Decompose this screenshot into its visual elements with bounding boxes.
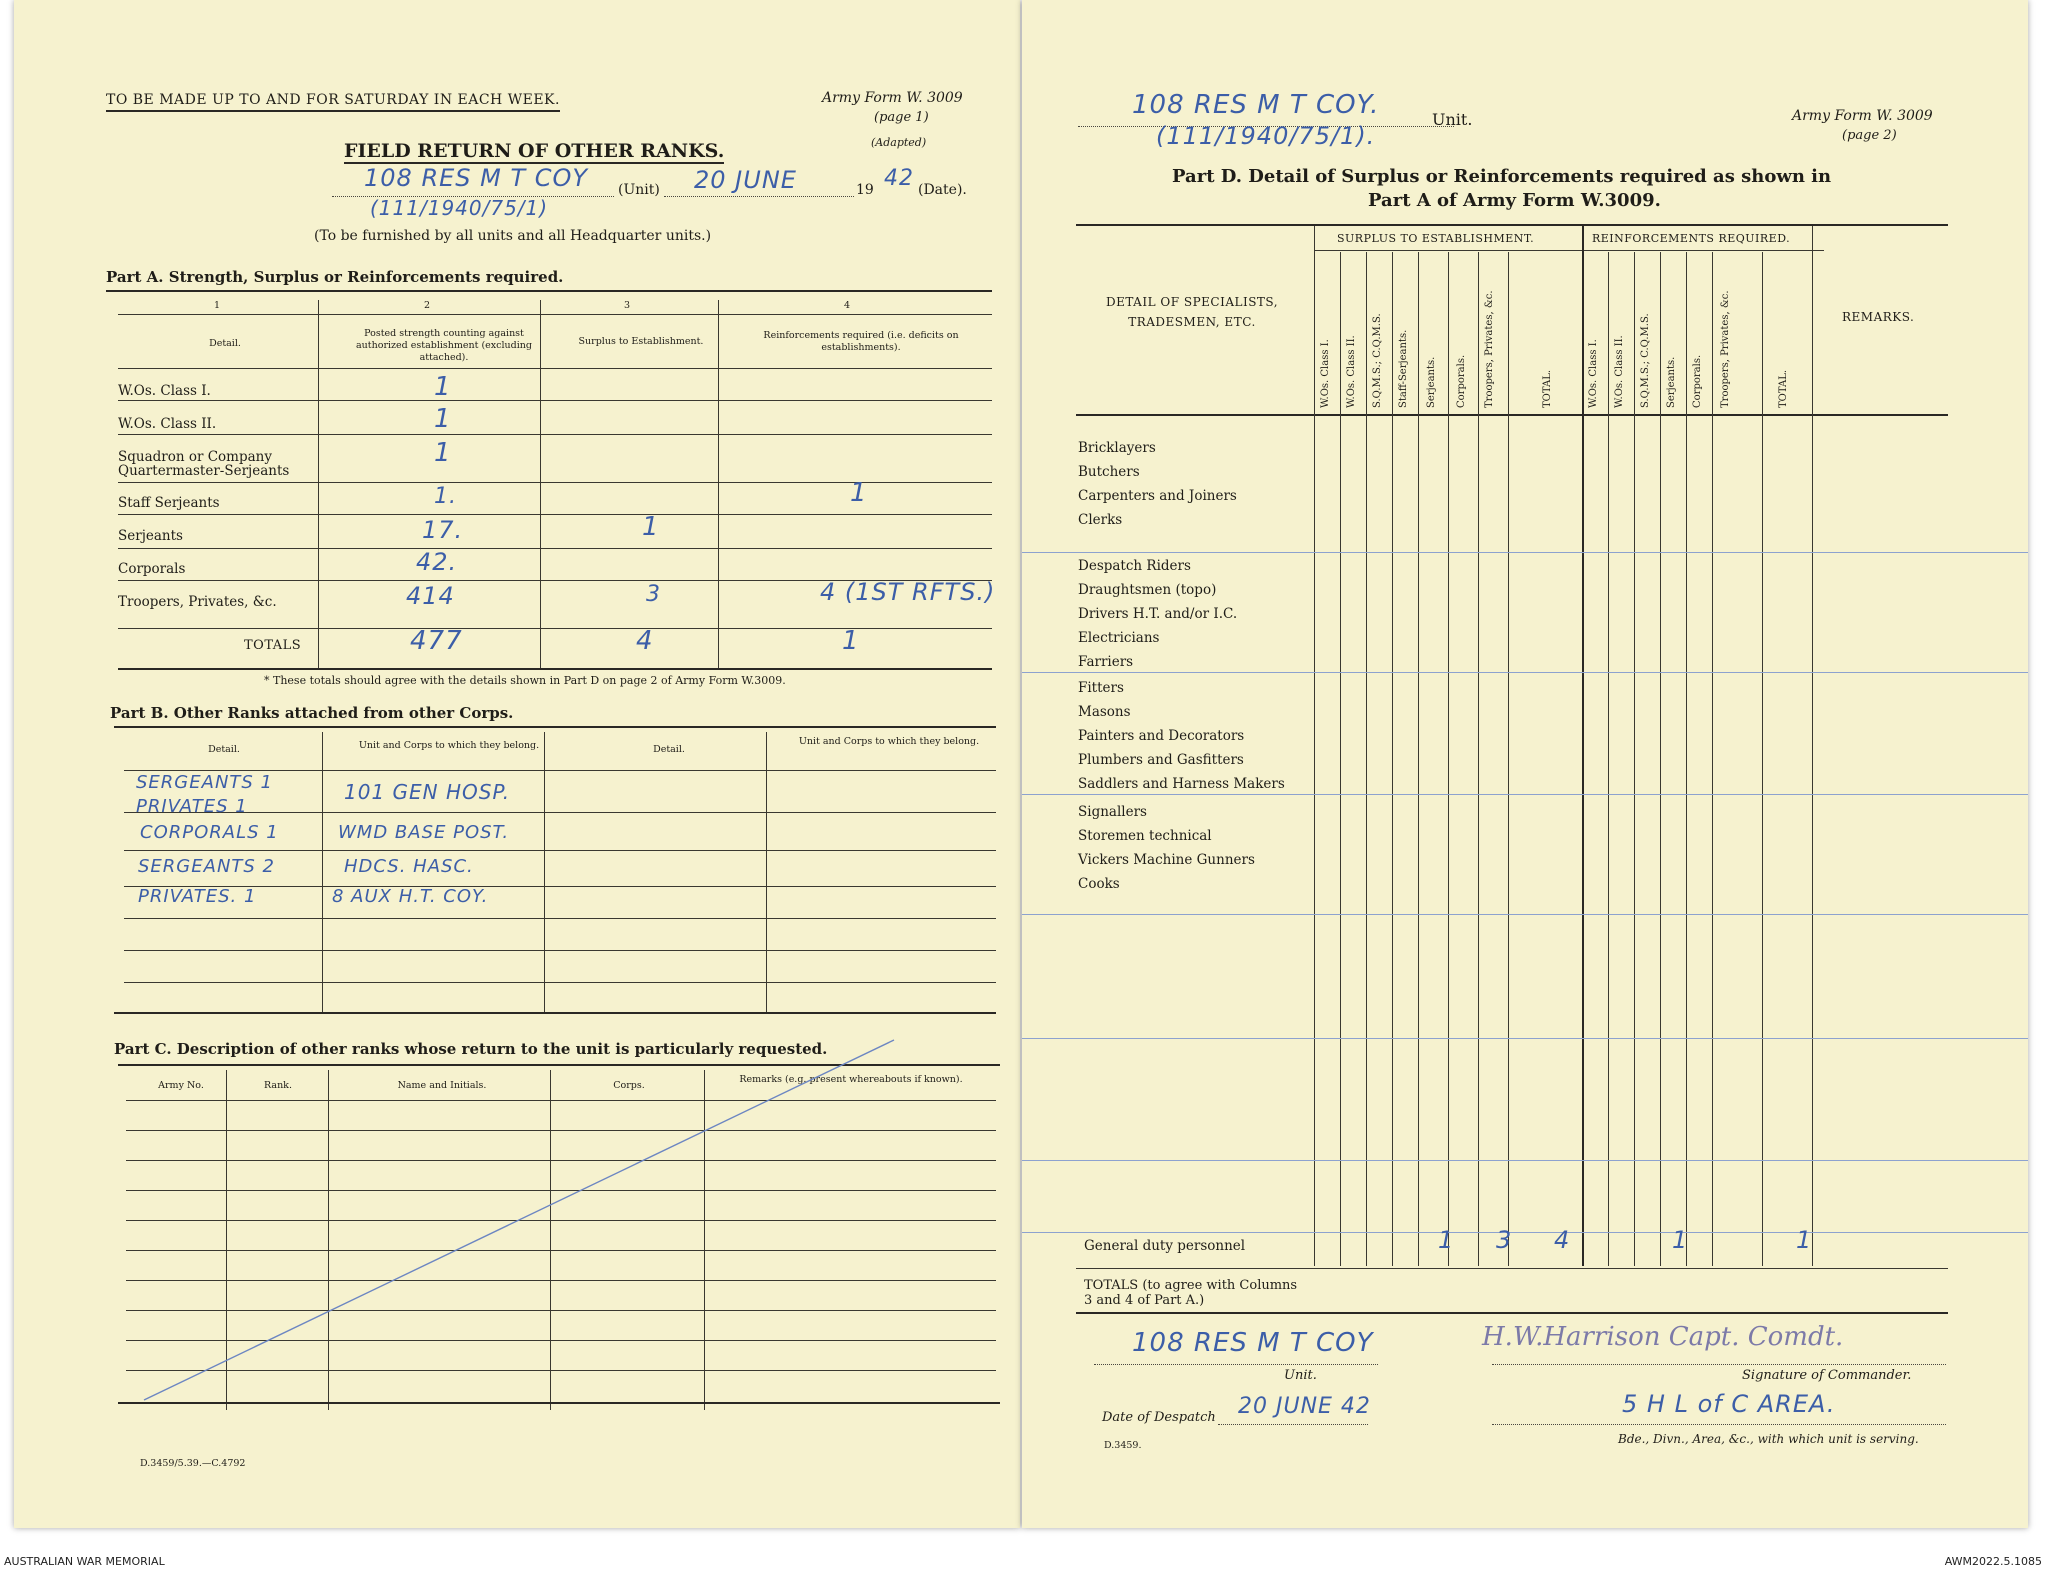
hw-attached-unit: WMD BASE POST. bbox=[338, 822, 510, 843]
part-b-row-rule bbox=[124, 812, 996, 813]
surplus-col-rule bbox=[1392, 252, 1393, 1266]
footer-handwritten-unit: 108 RES M T COY bbox=[1132, 1328, 1374, 1358]
trades-group bbox=[1078, 676, 1285, 796]
part-a-row-label: Corporals bbox=[118, 561, 186, 577]
part-b-col-divider bbox=[544, 732, 545, 1012]
part-d-divider bbox=[1812, 226, 1813, 1266]
part-a-row-rule bbox=[118, 628, 992, 629]
hw-attached-unit: HDCS. HASC. bbox=[344, 856, 474, 877]
hw-attached-detail: PRIVATES 1 bbox=[136, 796, 248, 817]
commander-signature: H.W.Harrison Capt. Comdt. bbox=[1482, 1322, 1844, 1352]
part-b-col-divider bbox=[322, 732, 323, 1012]
trade-label: Signallers bbox=[1078, 804, 1147, 820]
ruled-line bbox=[1022, 1160, 2028, 1161]
archive-caption: AUSTRALIAN WAR MEMORIAL bbox=[4, 1555, 165, 1568]
part-b-col-header: Unit and Corps to which they belong. bbox=[798, 736, 980, 747]
reinforcements-col-rule bbox=[1712, 252, 1713, 1266]
part-d-divider bbox=[1314, 226, 1315, 1266]
part-d-bottom-rule bbox=[1076, 1312, 1948, 1314]
part-c-col-header: Rank. bbox=[264, 1080, 292, 1091]
part-a-col-divider bbox=[318, 300, 319, 668]
form-reference: Army Form W. 3009 bbox=[822, 90, 963, 106]
reinforcements-col-header: S.Q.M.S.; C.Q.M.S. bbox=[1640, 313, 1651, 408]
part-a-row-label: Serjeants bbox=[118, 528, 183, 544]
reinforcements-col-header: Troopers, Privates, &c. bbox=[1720, 290, 1731, 408]
hw-total-reinf: 1 bbox=[842, 626, 860, 656]
page-number: (page 1) bbox=[874, 110, 929, 125]
surplus-header: SURPLUS TO ESTABLISHMENT. bbox=[1337, 232, 1535, 245]
surplus-col-header: Serjeants. bbox=[1426, 356, 1437, 408]
remarks-header: REMARKS. bbox=[1842, 310, 1915, 324]
handwritten-unit: 108 RES M T COY bbox=[364, 164, 589, 192]
furnish-note: (To be furnished by all units and all Headquarter units.) bbox=[314, 228, 712, 244]
trade-label: Cooks bbox=[1078, 876, 1120, 892]
hw-reinf: 1 bbox=[850, 478, 868, 508]
part-b-title: Part B. Other Ranks attached from other Corps. bbox=[110, 704, 514, 722]
ruled-line bbox=[1022, 1232, 2028, 1233]
part-c-title: Part C. Description of other ranks whose return to the unit is particularly requested. bbox=[114, 1040, 828, 1058]
part-a-row-rule bbox=[118, 400, 992, 401]
part-a-col-header: Detail. bbox=[209, 338, 241, 349]
trade-label: Vickers Machine Gunners bbox=[1078, 852, 1255, 868]
hw-posted: 1. bbox=[434, 484, 457, 509]
part-b-top-rule bbox=[114, 726, 996, 728]
form-page-2 bbox=[1022, 0, 2028, 1528]
date-label: (Date). bbox=[918, 182, 967, 198]
hw-reinf: 4 (1ST RFTS.) bbox=[820, 578, 996, 606]
totals-label: TOTALS (to agree with Columns 3 and 4 of Part A.) bbox=[1084, 1278, 1298, 1308]
surplus-col-rule bbox=[1418, 252, 1419, 1266]
surplus-col-header: W.Os. Class II. bbox=[1346, 335, 1357, 408]
surplus-col-header: S.Q.M.S.; C.Q.M.S. bbox=[1372, 313, 1383, 408]
part-c-col-header: Army No. bbox=[158, 1080, 204, 1091]
form-reference: Army Form W. 3009 bbox=[1792, 108, 1933, 124]
trade-label: Electricians bbox=[1078, 630, 1160, 646]
part-a-row-label: Staff Serjeants bbox=[118, 495, 220, 511]
hw-posted: 42. bbox=[416, 548, 458, 576]
hw-attached-detail: SERGEANTS 2 bbox=[138, 856, 275, 877]
despatch-line bbox=[1218, 1424, 1368, 1425]
part-d-title: Part D. Detail of Surplus or Reinforcements required as shown in bbox=[1172, 166, 1832, 187]
handwritten-date: 20 JUNE bbox=[694, 166, 797, 194]
surplus-col-header: TOTAL. bbox=[1542, 369, 1553, 408]
surplus-col-header: Troopers, Privates, &c. bbox=[1484, 290, 1495, 408]
surplus-col-rule bbox=[1366, 252, 1367, 1266]
part-b-col-divider bbox=[766, 732, 767, 1012]
surplus-col-rule bbox=[1478, 252, 1479, 1266]
part-a-row-label: W.Os. Class II. bbox=[118, 416, 217, 432]
page-number: (page 2) bbox=[1842, 128, 1897, 143]
surplus-col-header: Staff-Serjeants. bbox=[1398, 329, 1409, 408]
part-b-col-header: Unit and Corps to which they belong. bbox=[358, 740, 540, 751]
part-b-bottom-rule bbox=[114, 1012, 996, 1014]
reinforcements-col-rule bbox=[1686, 252, 1687, 1266]
part-a-top-rule bbox=[106, 290, 992, 292]
trade-label: Storemen technical bbox=[1078, 828, 1212, 844]
trade-label: Fitters bbox=[1078, 680, 1124, 696]
adapted-label: (Adapted) bbox=[871, 136, 927, 149]
hw-attached-unit: 8 AUX H.T. COY. bbox=[332, 886, 489, 907]
part-b-row-rule bbox=[124, 950, 996, 951]
part-a-col-number: 1 bbox=[214, 300, 221, 311]
part-d-divider bbox=[1582, 226, 1584, 1266]
hw-attached-detail: PRIVATES. 1 bbox=[138, 886, 257, 907]
part-c-col-header: Corps. bbox=[613, 1080, 645, 1091]
print-code: D.3459/5.39.—C.4792 bbox=[140, 1458, 246, 1469]
reinforcements-col-header: Corporals. bbox=[1692, 354, 1703, 408]
part-a-col-number: 3 bbox=[624, 300, 631, 311]
part-d-group-rule bbox=[1314, 250, 1824, 251]
footer-unit-line bbox=[1094, 1364, 1378, 1365]
part-c-col-header: Remarks (e.g. present whereabouts if known). bbox=[739, 1074, 963, 1085]
handwritten-unit-ref: (111/1940/75/1). bbox=[1156, 122, 1376, 150]
hw-surplus: 1 bbox=[642, 512, 660, 542]
trades-group bbox=[1078, 436, 1237, 532]
reinforcements-col-header: W.Os. Class I. bbox=[1588, 339, 1599, 408]
hw-attached-detail: SERGEANTS 1 bbox=[136, 772, 273, 793]
handwritten-formation: 5 H L of C AREA. bbox=[1622, 1390, 1836, 1418]
trade-label: Clerks bbox=[1078, 512, 1123, 528]
part-c-col-header: Name and Initials. bbox=[397, 1080, 487, 1091]
reinforcements-col-rule bbox=[1608, 252, 1609, 1266]
general-duty-label: General duty personnel bbox=[1084, 1238, 1246, 1254]
hw-attached-detail: CORPORALS 1 bbox=[140, 822, 279, 843]
trade-label: Masons bbox=[1078, 704, 1131, 720]
part-a-row-rule bbox=[118, 548, 992, 549]
part-a-col-divider bbox=[718, 300, 719, 668]
formation-line bbox=[1492, 1424, 1946, 1425]
trade-label: Saddlers and Harness Makers bbox=[1078, 776, 1285, 792]
hw-reinf-serjeants: 1 bbox=[1672, 1226, 1689, 1254]
trades-group bbox=[1078, 554, 1237, 674]
ruled-line bbox=[1022, 1038, 2028, 1039]
part-a-col-header: Reinforcements required (i.e. deficits on establishments). bbox=[763, 330, 959, 353]
trade-label: Draughtsmen (topo) bbox=[1078, 582, 1217, 598]
surplus-col-header: Corporals. bbox=[1456, 354, 1467, 408]
handwritten-unit-ref: (111/1940/75/1) bbox=[370, 196, 549, 220]
trade-label: Farriers bbox=[1078, 654, 1134, 670]
instruction-text: TO BE MADE UP TO AND FOR SATURDAY IN EACH WEEK. bbox=[106, 92, 560, 112]
part-a-row-label: W.Os. Class I. bbox=[118, 383, 211, 399]
hw-posted: 1 bbox=[434, 372, 452, 402]
print-code: D.3459. bbox=[1104, 1440, 1142, 1451]
totals-top-rule bbox=[1076, 1268, 1948, 1269]
part-a-number-rule bbox=[118, 314, 992, 315]
trade-label: Despatch Riders bbox=[1078, 558, 1191, 574]
part-a-totals-label: TOTALS bbox=[244, 638, 302, 653]
part-d-top-rule bbox=[1076, 224, 1948, 226]
part-b-row-rule bbox=[124, 850, 996, 851]
surplus-col-rule bbox=[1340, 252, 1341, 1266]
part-a-col-divider bbox=[540, 300, 541, 668]
part-a-row-rule bbox=[118, 434, 992, 435]
part-a-col-header: Posted strength counting against authorized establishment (excluding attached). bbox=[356, 328, 532, 363]
reinforcements-col-header: TOTAL. bbox=[1778, 369, 1789, 408]
hw-posted: 17. bbox=[422, 516, 464, 544]
hw-total-surplus: 4 bbox=[636, 626, 654, 656]
trade-label: Carpenters and Joiners bbox=[1078, 488, 1237, 504]
hw-posted: 1 bbox=[434, 438, 452, 468]
year-prefix: 19 bbox=[856, 182, 874, 198]
hw-attached-unit: 101 GEN HOSP. bbox=[344, 780, 511, 804]
part-a-footnote: * These totals should agree with the details shown in Part D on page 2 of Army Form W.3009. bbox=[264, 674, 786, 687]
handwritten-year: 42 bbox=[884, 166, 914, 191]
reinforcements-header: REINFORCEMENTS REQUIRED. bbox=[1592, 232, 1791, 245]
signature-label: Signature of Commander. bbox=[1742, 1368, 1912, 1383]
reinforcements-col-rule bbox=[1660, 252, 1661, 1266]
detail-header: DETAIL OF SPECIALISTS, TRADESMEN, ETC. bbox=[1105, 295, 1279, 329]
part-b-col-header: Detail. bbox=[653, 744, 685, 755]
form-page-1 bbox=[14, 0, 1020, 1528]
ruled-line bbox=[1022, 914, 2028, 915]
trade-label: Plumbers and Gasfitters bbox=[1078, 752, 1244, 768]
handwritten-unit: 108 RES M T COY. bbox=[1132, 90, 1380, 120]
reinforcements-col-header: Serjeants. bbox=[1666, 356, 1677, 408]
reinforcements-col-header: W.Os. Class II. bbox=[1614, 335, 1625, 408]
hw-surplus-serjeants: 1 bbox=[1438, 1226, 1455, 1254]
unit-label: (Unit) bbox=[618, 182, 660, 198]
part-b-row-rule bbox=[124, 918, 996, 919]
part-a-title: Part A. Strength, Surplus or Reinforcements required. bbox=[106, 268, 564, 286]
hw-surplus: 3 bbox=[646, 582, 661, 607]
hw-reinf-total: 1 bbox=[1796, 1226, 1813, 1254]
part-a-col-header: Surplus to Establishment. bbox=[578, 336, 704, 347]
part-b-header-rule bbox=[124, 770, 996, 771]
trade-label: Painters and Decorators bbox=[1078, 728, 1245, 744]
reinforcements-col-rule bbox=[1762, 252, 1763, 1266]
handwritten-despatch-date: 20 JUNE 42 bbox=[1238, 1394, 1371, 1419]
hw-posted: 1 bbox=[434, 404, 452, 434]
part-a-bottom-rule bbox=[118, 668, 992, 670]
surplus-col-header: W.Os. Class I. bbox=[1320, 339, 1331, 408]
unit-label: Unit. bbox=[1432, 110, 1473, 129]
date-dotted-line bbox=[664, 196, 854, 197]
trades-group bbox=[1078, 800, 1255, 896]
despatch-label: Date of Despatch bbox=[1102, 1410, 1216, 1425]
archive-reference: AWM2022.5.1085 bbox=[1944, 1555, 2042, 1568]
surplus-col-rule bbox=[1508, 252, 1509, 1266]
trade-label: Butchers bbox=[1078, 464, 1140, 480]
part-a-row-label: Squadron or Company Quartermaster-Serjeants bbox=[118, 449, 290, 479]
footer-unit-label: Unit. bbox=[1284, 1368, 1317, 1383]
part-b-row-rule bbox=[124, 982, 996, 983]
form-title: FIELD RETURN OF OTHER RANKS. bbox=[344, 140, 725, 162]
part-a-header-rule bbox=[118, 368, 992, 369]
ruled-line bbox=[1022, 552, 2028, 553]
part-d-header-rule bbox=[1076, 414, 1948, 416]
part-a-col-number: 4 bbox=[844, 300, 851, 311]
cancel-stroke bbox=[134, 1030, 914, 1410]
part-a-row-label: Troopers, Privates, &c. bbox=[118, 594, 277, 610]
part-a-col-number: 2 bbox=[424, 300, 431, 311]
reinforcements-col-rule bbox=[1634, 252, 1635, 1266]
part-a-row-rule bbox=[118, 514, 992, 515]
hw-surplus-total: 4 bbox=[1554, 1226, 1571, 1254]
hw-posted: 414 bbox=[406, 582, 455, 610]
signature-line bbox=[1492, 1364, 1946, 1365]
hw-surplus-troopers: 3 bbox=[1496, 1226, 1513, 1254]
hw-total-posted: 477 bbox=[410, 626, 463, 656]
surplus-col-rule bbox=[1448, 252, 1449, 1266]
formation-label: Bde., Divn., Area, &c., with which unit is serving. bbox=[1618, 1432, 1919, 1446]
part-b-col-header: Detail. bbox=[208, 744, 240, 755]
trade-label: Bricklayers bbox=[1078, 440, 1156, 456]
trade-label: Drivers H.T. and/or I.C. bbox=[1078, 606, 1238, 622]
part-d-title-2: Part A of Army Form W.3009. bbox=[1368, 190, 1661, 211]
